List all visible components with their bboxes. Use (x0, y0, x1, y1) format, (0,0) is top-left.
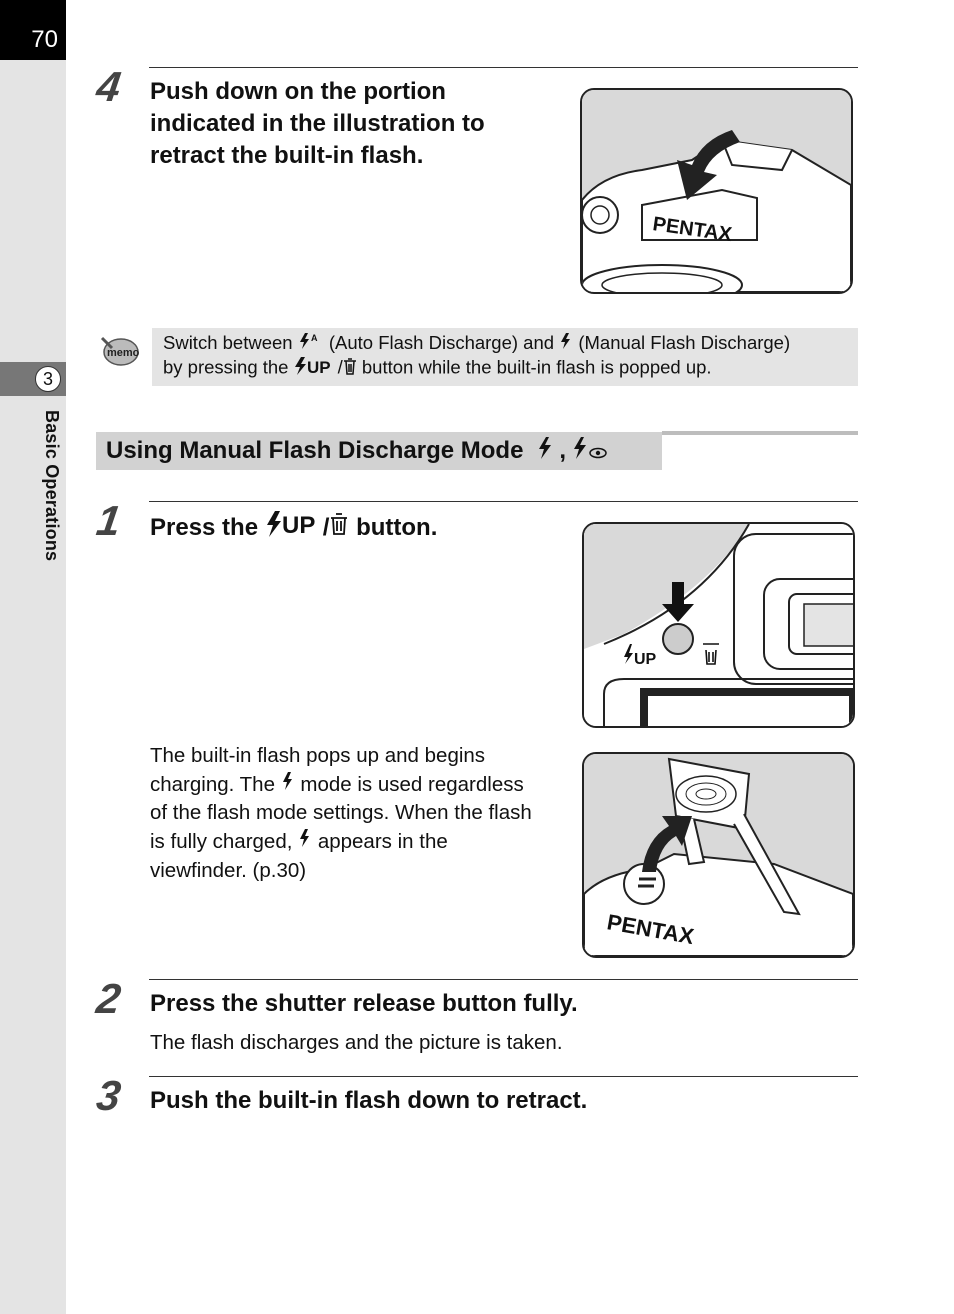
step-number: 1 (93, 497, 124, 544)
step-divider (149, 501, 858, 502)
flash-icon (281, 771, 295, 800)
trash-icon (329, 512, 349, 545)
svg-text:UP: UP (634, 651, 657, 668)
step-divider (149, 67, 858, 68)
svg-text:UP: UP (306, 357, 331, 376)
memo-text: Switch between (163, 332, 298, 353)
flash-icon (559, 332, 573, 356)
svg-text:A: A (310, 333, 318, 344)
memo-text: (Auto Flash Discharge) and (323, 332, 560, 353)
retract-flash-illustration (580, 88, 853, 294)
memo-note (152, 328, 858, 386)
red-eye-icon (572, 436, 608, 467)
flash-icon (537, 436, 553, 467)
step-body: The flash discharges and the picture is taken. (150, 1031, 563, 1054)
svg-text:memo: memo (107, 347, 140, 359)
section-comma: , (559, 437, 567, 464)
step-divider (149, 1076, 858, 1077)
memo-text: (Manual Flash Discharge) (573, 332, 791, 353)
step-title: Push the built-in flash down to retract. (150, 1087, 588, 1114)
section-heading (96, 432, 662, 470)
step-title: Press the UP / button. (150, 510, 570, 547)
step-divider (149, 979, 858, 980)
memo-text: by pressing the (163, 356, 294, 378)
slash: / (337, 356, 343, 378)
chapter-number: 3 (35, 366, 61, 392)
flash-icon (298, 828, 312, 857)
step-number: 2 (93, 975, 124, 1022)
sidebar (0, 0, 66, 1314)
step-title: Press the shutter release button fully. (150, 990, 578, 1017)
step-number: 4 (93, 63, 124, 110)
step-body: The built-in flash pops up and begins charging. The mode is used regardless of the flash mode settings. When the flash is fully charged, appears in the viewfinder. (p.30) (150, 744, 532, 882)
chapter-title: Basic Operations (42, 410, 62, 562)
flash-up-button-illustration (582, 522, 855, 728)
brand-label: PENTAX (651, 213, 734, 247)
memo-icon (98, 332, 140, 368)
section-heading-line (662, 431, 858, 435)
flash-up-icon (265, 510, 323, 547)
flash-popup-illustration (582, 752, 855, 958)
page-number: 70 (0, 0, 66, 60)
memo-text: button while the built-in flash is popped up. (356, 356, 712, 378)
svg-text:PENTAX: PENTAX (605, 909, 696, 950)
auto-flash-icon (298, 332, 324, 356)
section-title: Using Manual Flash Discharge Mode (106, 437, 524, 464)
flash-up-icon (294, 356, 338, 382)
step-number: 3 (93, 1072, 124, 1119)
svg-text:UP: UP (281, 512, 316, 538)
trash-icon (343, 357, 357, 381)
step-title: Push down on the portion indicated in the illustration to retract the built-in flash. (150, 78, 485, 169)
